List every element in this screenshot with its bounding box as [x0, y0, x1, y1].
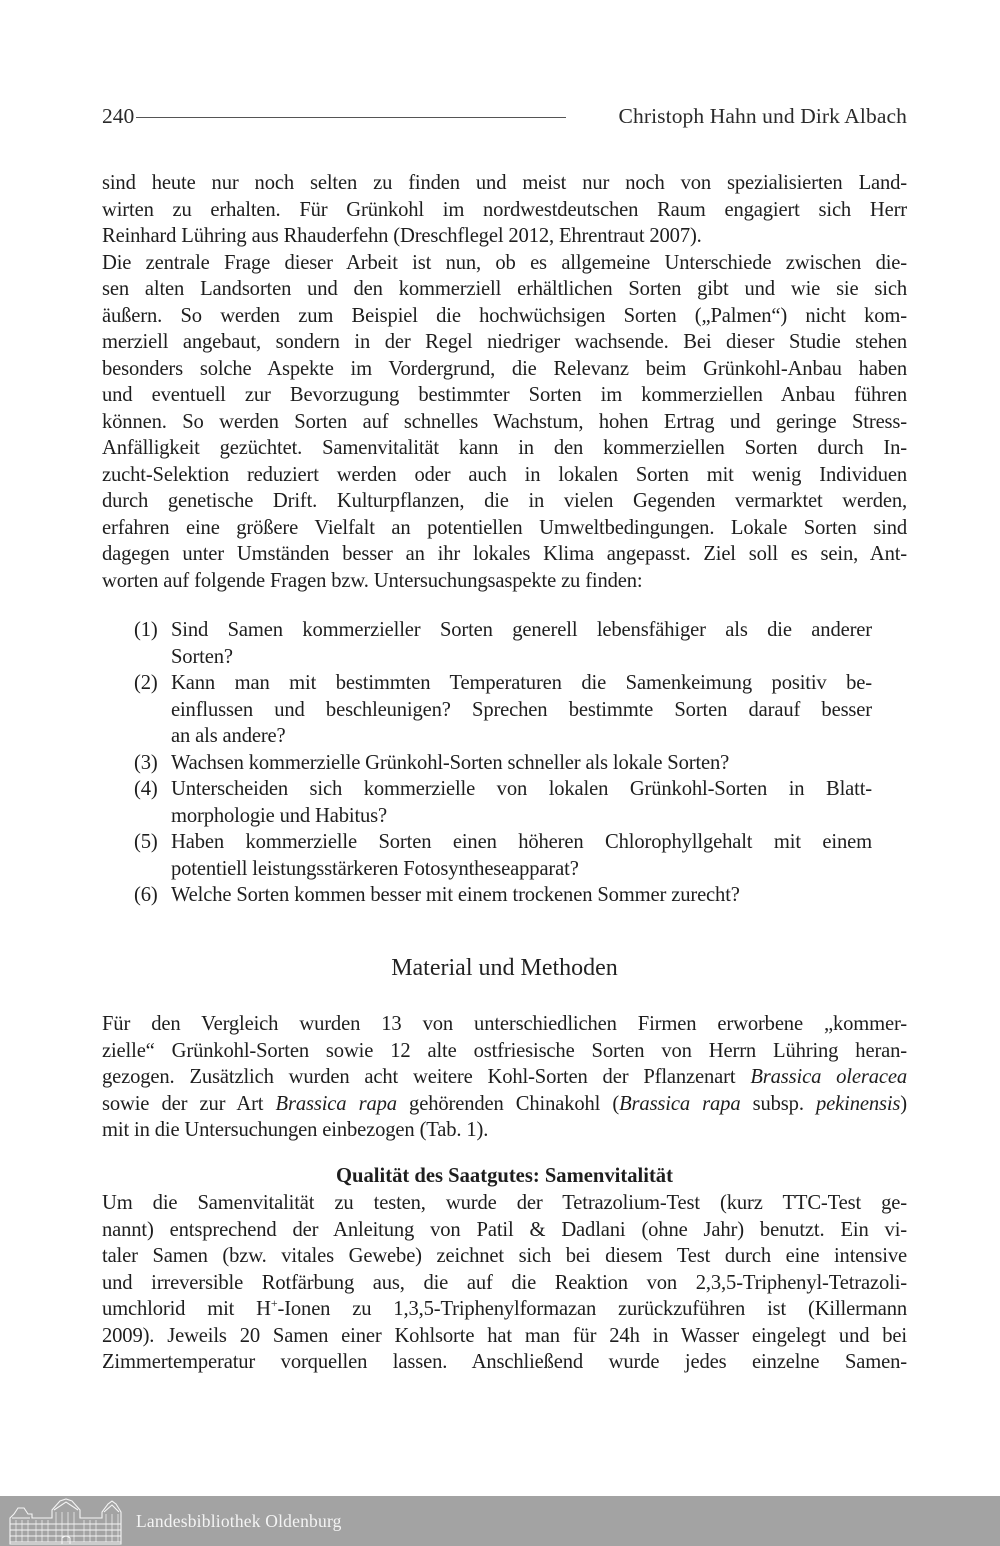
text-span: -Ionen zu 1,3,5-Triphenylformazan zurückzuführen ist (Killermann [277, 1298, 907, 1320]
text-line: äußern. So werden zum Beispiel die hochwüchsigen Sorten („Palmen“) nicht kom- [102, 304, 907, 327]
text-line [102, 1064, 907, 1091]
library-footer-bar [0, 1496, 1000, 1546]
species-name: Brassica oleracea [750, 1066, 907, 1088]
species-name: Brassica rapa [275, 1092, 397, 1115]
text-line [102, 1296, 907, 1323]
text-line: potentiell leistungsstärkeren Fotosyntheseapparat? [171, 857, 579, 880]
question-number: (5) [134, 831, 158, 853]
text-line: Um die Samenvitalität zu testen, wurde der Tetrazolium-Test (kurz TTC-Test ge- [102, 1192, 907, 1214]
text-line: Welche Sorten kommen besser mit einem trockenen Sommer zurecht? [171, 884, 740, 906]
research-questions-list [134, 617, 872, 909]
page-number: 240 [102, 103, 135, 128]
superscript: + [270, 1296, 278, 1310]
text-line: morphologie und Habitus? [171, 804, 388, 827]
text-line: sen alten Landsorten und den kommerziell erhältlichen Sorten gibt und wie sie sich [102, 278, 907, 300]
text-span: ) [900, 1092, 908, 1115]
question-number: (4) [134, 778, 158, 800]
text-line: dagegen unter Umständen besser an ihr lokales Klima angepasst. Ziel soll es sein, Ant- [102, 543, 907, 565]
text-line: merziell angebaut, sondern in der Regel niedriger wachsende. Bei dieser Studie stehen [102, 331, 907, 353]
section-heading-methods: Material und Methoden [391, 955, 618, 981]
text-line: besonders solche Aspekte im Vordergrund, die Relevanz beim Grünkohl-Anbau haben [102, 357, 907, 380]
text-line: Kann man mit bestimmten Temperaturen die Samenkeimung positiv be- [171, 672, 872, 694]
methods-paragraph-2 [102, 1190, 907, 1376]
text-line: nannt) entsprechend der Anleitung von Patil & Dadlani (ohne Jahr) benutzt. Ein vi- [102, 1218, 907, 1241]
subspecies-name: pekinensis [816, 1092, 901, 1115]
running-head [102, 101, 907, 131]
text-line: Reinhard Lühring aus Rhauderfehn (Dreschflegel 2012, Ehrentraut 2007). [102, 225, 702, 247]
running-head-authors: Christoph Hahn und Dirk Albach [618, 103, 907, 128]
text-line: taler Samen (bzw. vitales Gewebe) zeichnet sich bei diesem Test durch eine intensive [102, 1245, 907, 1267]
text-line: Die zentrale Frage dieser Arbeit ist nun, ob es allgemeine Unterschiede zwischen die- [102, 251, 907, 274]
intro-paragraph-1 [102, 170, 907, 250]
question-item-4 [134, 776, 872, 829]
text-line: können. So werden Sorten auf schnelles Wachstum, hohen Ertrag und geringe Stress- [102, 410, 907, 433]
question-item-3 [134, 750, 872, 777]
text-line: Zimmertemperatur vorquellen lassen. Anschließend wurde jedes einzelne Samen- [102, 1351, 907, 1373]
text-line: 2009). Jeweils 20 Samen einer Kohlsorte hat man für 24h in Wasser eingelegt und bei [102, 1324, 907, 1347]
text-span: gezogen. Zusätzlich wurden acht weitere Kohl-Sorten der Pflanzenart [102, 1066, 751, 1088]
text-span: sowie der zur Art [102, 1092, 276, 1115]
intro-paragraph-2 [102, 250, 907, 595]
text-line: Sorten? [171, 645, 233, 668]
question-number: (2) [134, 672, 158, 694]
header-rule [136, 117, 566, 118]
text-line: mit in die Untersuchungen einbezogen (Tab. 1). [102, 1119, 489, 1141]
text-line: Unterscheiden sich kommerzielle von lokalen Grünkohl-Sorten in Blatt- [171, 778, 872, 800]
text-line: an als andere? [171, 725, 286, 747]
species-name: Brassica rapa [619, 1092, 741, 1115]
text-line: durch genetische Drift. Kulturpflanzen, die in vielen Gegenden vermarktet werden, [102, 490, 907, 512]
question-item-2 [134, 670, 872, 750]
text-line: zucht-Selektion reduziert werden oder auch in lokalen Sorten mit wenig Individuen [102, 463, 907, 486]
methods-paragraph-1 [102, 1011, 907, 1144]
text-span: subsp. [740, 1092, 816, 1115]
text-line [102, 1091, 907, 1118]
subheading-seed-vitality: Qualität des Saatgutes: Samenvitalität [336, 1165, 673, 1187]
question-item-1 [134, 617, 872, 670]
text-line: zielle“ Grünkohl-Sorten sowie 12 alte ostfriesische Sorten von Herrn Lühring heran- [102, 1039, 907, 1062]
text-line: worten auf folgende Fragen bzw. Untersuchungsaspekte zu finden: [102, 569, 643, 592]
library-name: Landesbibliothek Oldenburg [136, 1510, 342, 1531]
question-number: (3) [134, 751, 158, 774]
text-line: wirten zu erhalten. Für Grünkohl im nordwestdeutschen Raum engagiert sich Herr [102, 198, 907, 221]
text-line: einflussen und beschleunigen? Sprechen bestimmte Sorten darauf besser [171, 698, 872, 721]
text-line: und irreversible Rotfärbung aus, die auf die Reaktion von 2,3,5-Triphenyl-Tetrazoli- [102, 1271, 907, 1294]
text-line: Haben kommerzielle Sorten einen höheren Chlorophyllgehalt mit einem [171, 831, 872, 853]
library-building-icon [4, 1496, 128, 1546]
text-line: Sind Samen kommerzieller Sorten generell lebensfähiger als die anderer [171, 619, 872, 641]
question-number: (1) [134, 619, 158, 641]
question-item-5 [134, 829, 872, 882]
text-line: und eventuell zur Bevorzugung bestimmter Sorten im kommerziellen Anbau führen [102, 384, 907, 406]
text-span: umchlorid mit H [102, 1298, 271, 1320]
text-line: Für den Vergleich wurden 13 von unterschiedlichen Firmen erworbene „kommer- [102, 1013, 907, 1035]
text-line: sind heute nur noch selten zu finden und meist nur noch von spezialisierten Land- [102, 172, 907, 194]
text-span: gehörenden Chinakohl ( [396, 1092, 620, 1115]
text-line: Wachsen kommerzielle Grünkohl-Sorten schneller als lokale Sorten? [171, 751, 730, 774]
question-item-6 [134, 882, 872, 909]
text-line: erfahren eine größere Vielfalt an potentiellen Umweltbedingungen. Lokale Sorten sind [102, 516, 907, 539]
text-line: Anfälligkeit gezüchtet. Samenvitalität kann in den kommerziellen Sorten durch In- [102, 437, 907, 459]
question-number: (6) [134, 884, 158, 906]
